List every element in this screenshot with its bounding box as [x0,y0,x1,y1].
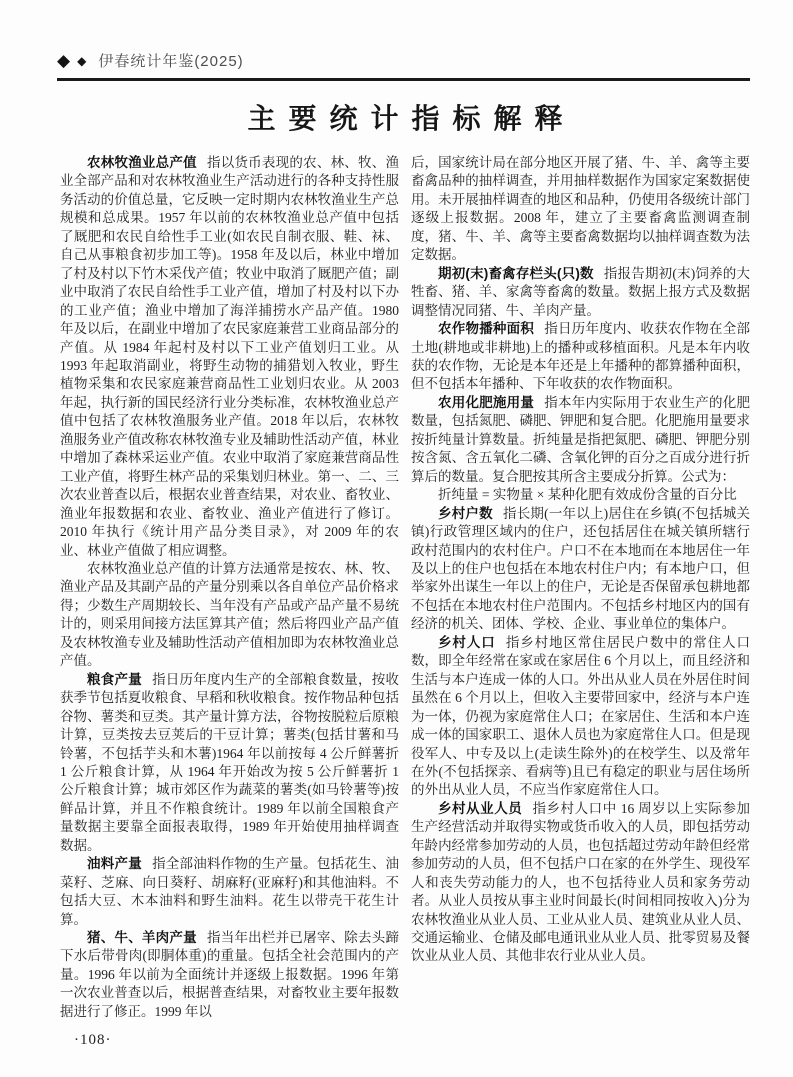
paragraph: 农林牧渔业总产值的计算方法通常是按农、林、牧、渔业产品及其副产品的产量分别乘以各自单位产品价格求得；少数生产周期较长、当年没有产品或产品产量不易统计的，则采用间接方法匡算其产值；然后将四业产品产值及农林牧渔专业及辅助性活动产值相加即为农林牧渔业总产值。 [60,560,399,669]
term-label: 乡村人口 [438,634,496,650]
yearbook-title: 伊春统计年鉴(2025) [98,53,244,70]
diamond-icon-large: ◆ [57,51,71,70]
term-label: 农林牧渔业总产值 [87,155,197,170]
paragraph: 农用化肥施用量 指本年内实际用于农业生产的化肥数量，包括氮肥、磷肥、钾肥和复合肥。化肥施用量要求按折纯量计算数量。折纯量是指把氮肥、磷肥、钾肥分别按含氮、含五氧化二磷、含氧化钾的百分之百成分进行折算后的数量。复合肥按其所含主要成分折算。公式为： [411,394,750,484]
paragraph: 期初(末)畜禽存栏头(只)数 指报告期初(末)饲养的大牲畜、猪、羊、家禽等畜禽的数量。数据上报方式及数据调整情况同猪、牛、羊肉产量。 [411,265,751,318]
paragraph: 农作物播种面积 指日历年度内、收获农作物在全部土地(耕地或非耕地)上的播种或移植面积。凡是本年内收获的农作物，无论是本年还是上年播种的都算播种面积，但不包括本年播种、下年收获的农作物面积。 [411,321,750,392]
right-column [411,154,750,1021]
paragraph: 粮食产量 指日历年度内生产的全部粮食数量，按收获季节包括夏收粮食、早稻和秋收粮食。按作物品种包括谷物、薯类和豆类。其产量计算方法，谷物按脱粒后原粮计算，豆类按去豆荚后的干豆计算；薯类(包括甘薯和马铃薯，不包括芋头和木薯)1964 年以前按每 4 公斤鲜薯折 1 公斤粮食计算，从 1964 年开始改为按 5 公斤鲜薯折 1 公斤粮食计算；城市郊区作为蔬菜的薯类(如马铃薯等)按鲜品计算，并且不作粮食统计。1989 年以前全国粮食产量数据主要靠全面报表取得，1989 年开始使用抽样调查数据。 [60,671,400,853]
page-number: ·108· [74,1032,112,1048]
left-column [60,154,399,1021]
term-label: 乡村户数 [438,505,493,521]
paragraph: 乡村从业人员 指乡村人口中 16 周岁以上实际参加生产经营活动并取得实物或货币收入的人员，即包括劳动年龄内经常参加劳动的人员，也包括超过劳动年龄但经常参加劳动的人员，但不包括户口在家的在外学生、现役军人和丧失劳动能力的人，也不包括待业人员和家务劳动者。从业人员按从事主业时间最长(时间相同按收入)分为农林牧渔业从业人员、工业从业人员、建筑业从业人员、交通运输业、仓储及邮电通讯业从业人员、批零贸易及餐饮业从业人员、其他非农行业从业人员。 [411,800,751,964]
term-label: 猪、牛、羊肉产量 [87,930,197,946]
diamond-icon-small: ◆ [77,53,87,68]
term-label: 农作物播种面积 [438,321,535,337]
text-columns [60,154,750,1021]
term-label: 油料产量 [87,856,142,872]
paragraph: 乡村户数 指长期(一年以上)居住在乡镇(不包括城关镇)行政管理区域内的住户，还包括居住在城关镇所辖行政村范围内的农村住户。户口不在本地而在本地居住一年及以上的住户也包括在本地农村住户内；有本地户口，但举家外出谋生一年以上的住户，无论是否保留承包耕地都不包括在本地农村住户范围内。不包括乡村地区内的国有经济的机关、团体、学校、企业、事业单位的集体户。 [411,505,750,632]
formula-line: 折纯量 = 实物量 × 某种化肥有效成份含量的百分比 [438,487,737,503]
paragraph: 后，国家统计局在部分地区开展了猪、牛、羊、禽等主要畜禽品种的抽样调查，并用抽样数据作为国家定案数据使用。未开展抽样调查的地区和品种，仍使用各级统计部门逐级上报数据。2008 年，建立了主要畜禽监测调查制度，猪、牛、羊、禽等主要畜禽数据均以抽样调查数为法定数据。 [411,155,750,263]
paragraph: 油料产量 指全部油料作物的生产量。包括花生、油菜籽、芝麻、向日葵籽、胡麻籽(亚麻籽)和其他油料。不包括大豆、木本油料和野生油料。花生以带壳干花生计算。 [60,856,400,927]
term-label: 农用化肥施用量 [438,394,535,410]
page-title: 主要统计指标解释 [247,103,576,134]
term-label: 粮食产量 [87,671,142,687]
paragraph: 猪、牛、羊肉产量 指当年出栏并已屠宰、除去头蹄下水后带骨肉(即胴体重)的重量。包括全社会范围内的产量。1996 年以前为全面统计并逐级上报数据。1996 年第一次农业普查以后，根据普查结果，对畜牧业主要年报数据进行了修正。1999 年以 [60,930,400,1019]
paragraph: 农林牧渔业总产值 指以货币表现的农、林、牧、渔业全部产品和对农林牧渔业生产活动进行的各种支持性服务活动的价值总量，它反映一定时期内农林牧渔业生产总规模和总成果。1957 年以前的农林牧渔业总产值中包括了厩肥和农民自给性手工业(如农民自制衣服、鞋、袜、自己从事粮食初步加工等)。1958 年及以后，林业中增加了村及村以下竹木采伐产值；牧业中取消了厩肥产值；副业中取消了农民自给性手工业产值，增加了村及村以下办的工业产值；渔业中增加了海洋捕捞水产品产值。1980 年及以后，在副业中增加了农民家庭兼营工业商品部分的产值。从 1984 年起村及村以下工业产值划归工业。从 1993 年起取消副业，将野生动物的捕猎划入牧业，野生植物采集和农民家庭兼营商品性工业划归农业。从 2003 年起，执行新的国民经济行业分类标准，农林牧渔业总产值中包括了农林牧渔服务业产值。2018 年以后，农林牧渔服务业产值改称农林牧渔专业及辅助性活动产值，林业中增加了森林采运业产值。农业中取消了家庭兼营商品性工业产值，将野生林产品的采集划归林业。第一、二、三次农业普查以后，根据农业普查结果，对农业、畜牧业、渔业年报数据和农业、畜牧业、渔业产值进行了修订。2010 年执行《统计用产品分类目录》，对 2009 年的农业、林业产值做了相应调整。 [60,155,400,558]
term-label: 期初(末)畜禽存栏头(只)数 [438,265,594,281]
paragraph: 乡村人口 指乡村地区常住居民户数中的常住人口数，即全年经常在家或在家居住 6 个月以上，而且经济和生活与本户连成一体的人口。外出从业人员在外居住时间虽然在 6 个月以上，但收入主要带回家中，经济与本户连为一体，仍视为家庭常住人口；在家居住、生活和本户连成一体的国家职工、退休人员也为家庭常住人口。但是现役军人、中专及以上(走读生除外)的在校学生、以及常年在外(不包括探亲、看病等)且已有稳定的职业与居住场所的外出从业人员，不应当作家庭常住人口。 [411,634,751,798]
term-label: 乡村从业人员 [438,800,523,816]
running-head [57,50,750,81]
